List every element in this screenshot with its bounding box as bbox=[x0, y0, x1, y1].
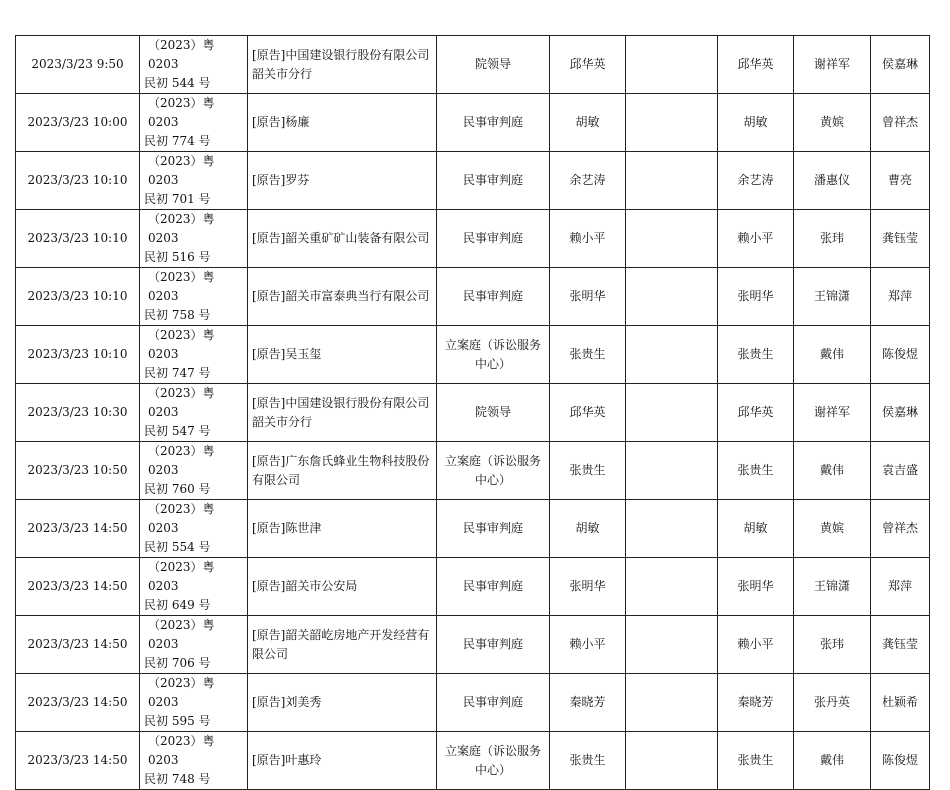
case-number-line1: （2023）粤 0203 bbox=[148, 386, 215, 419]
empty-cell bbox=[626, 674, 718, 732]
empty-cell bbox=[626, 732, 718, 790]
party-name: [原告]陈世津 bbox=[248, 500, 437, 558]
court-clerk: 袁吉盛 bbox=[871, 442, 930, 500]
party-name: [原告]杨廉 bbox=[248, 94, 437, 152]
case-number-line2: 民初 516 号 bbox=[144, 250, 211, 264]
empty-cell bbox=[626, 500, 718, 558]
case-number-line2: 民初 595 号 bbox=[144, 714, 211, 728]
court-clerk: 郑萍 bbox=[871, 268, 930, 326]
panel-member: 戴伟 bbox=[794, 732, 871, 790]
empty-cell bbox=[626, 326, 718, 384]
department: 民事审判庭 bbox=[437, 616, 550, 674]
empty-cell bbox=[626, 442, 718, 500]
court-clerk: 陈俊煜 bbox=[871, 732, 930, 790]
hearing-datetime: 2023/3/23 14:50 bbox=[16, 732, 140, 790]
table-row bbox=[16, 732, 930, 790]
court-clerk: 龚钰莹 bbox=[871, 210, 930, 268]
table-row bbox=[16, 268, 930, 326]
party-name: [原告]韶关韶屹房地产开发经营有限公司 bbox=[248, 616, 437, 674]
hearing-datetime: 2023/3/23 10:10 bbox=[16, 152, 140, 210]
undertaking-judge: 张贵生 bbox=[550, 732, 626, 790]
undertaking-judge: 赖小平 bbox=[550, 616, 626, 674]
hearing-schedule-table bbox=[15, 35, 930, 790]
department: 民事审判庭 bbox=[437, 210, 550, 268]
table-row bbox=[16, 36, 930, 94]
case-number bbox=[140, 268, 248, 326]
presiding-judge: 张贵生 bbox=[718, 326, 794, 384]
case-number-line2: 民初 748 号 bbox=[144, 772, 211, 786]
case-number-line2: 民初 544 号 bbox=[144, 76, 211, 90]
undertaking-judge: 胡敏 bbox=[550, 94, 626, 152]
panel-member: 王锦潇 bbox=[794, 268, 871, 326]
presiding-judge: 胡敏 bbox=[718, 94, 794, 152]
panel-member: 戴伟 bbox=[794, 442, 871, 500]
presiding-judge: 胡敏 bbox=[718, 500, 794, 558]
department: 立案庭（诉讼服务中心） bbox=[437, 732, 550, 790]
presiding-judge: 邱华英 bbox=[718, 36, 794, 94]
court-clerk: 陈俊煜 bbox=[871, 326, 930, 384]
case-number bbox=[140, 442, 248, 500]
panel-member: 张玮 bbox=[794, 210, 871, 268]
case-number-line1: （2023）粤 0203 bbox=[148, 618, 215, 651]
panel-member: 黄嫔 bbox=[794, 94, 871, 152]
hearing-datetime: 2023/3/23 14:50 bbox=[16, 674, 140, 732]
presiding-judge: 张明华 bbox=[718, 268, 794, 326]
undertaking-judge: 赖小平 bbox=[550, 210, 626, 268]
table-row bbox=[16, 210, 930, 268]
undertaking-judge: 张明华 bbox=[550, 558, 626, 616]
department: 民事审判庭 bbox=[437, 674, 550, 732]
case-number bbox=[140, 152, 248, 210]
empty-cell bbox=[626, 616, 718, 674]
panel-member: 潘惠仪 bbox=[794, 152, 871, 210]
presiding-judge: 余艺涛 bbox=[718, 152, 794, 210]
undertaking-judge: 邱华英 bbox=[550, 384, 626, 442]
case-number bbox=[140, 36, 248, 94]
hearing-datetime: 2023/3/23 9:50 bbox=[16, 36, 140, 94]
empty-cell bbox=[626, 94, 718, 152]
table-row bbox=[16, 94, 930, 152]
department: 院领导 bbox=[437, 384, 550, 442]
hearing-datetime: 2023/3/23 10:10 bbox=[16, 268, 140, 326]
court-clerk: 杜颖希 bbox=[871, 674, 930, 732]
panel-member: 谢祥军 bbox=[794, 36, 871, 94]
case-number bbox=[140, 384, 248, 442]
case-number-line1: （2023）粤 0203 bbox=[148, 38, 215, 71]
court-clerk: 侯嘉琳 bbox=[871, 36, 930, 94]
party-name: [原告]吴玉玺 bbox=[248, 326, 437, 384]
court-clerk: 曾祥杰 bbox=[871, 94, 930, 152]
department: 立案庭（诉讼服务中心） bbox=[437, 442, 550, 500]
panel-member: 黄嫔 bbox=[794, 500, 871, 558]
table-row bbox=[16, 152, 930, 210]
department: 院领导 bbox=[437, 36, 550, 94]
department: 民事审判庭 bbox=[437, 500, 550, 558]
case-number-line2: 民初 706 号 bbox=[144, 656, 211, 670]
table-row bbox=[16, 326, 930, 384]
panel-member: 张玮 bbox=[794, 616, 871, 674]
department: 民事审判庭 bbox=[437, 558, 550, 616]
court-clerk: 曹亮 bbox=[871, 152, 930, 210]
presiding-judge: 秦晓芳 bbox=[718, 674, 794, 732]
table-row bbox=[16, 674, 930, 732]
case-number-line2: 民初 774 号 bbox=[144, 134, 211, 148]
department: 民事审判庭 bbox=[437, 94, 550, 152]
presiding-judge: 张贵生 bbox=[718, 732, 794, 790]
case-number bbox=[140, 674, 248, 732]
hearing-datetime: 2023/3/23 10:10 bbox=[16, 326, 140, 384]
presiding-judge: 张贵生 bbox=[718, 442, 794, 500]
case-number-line1: （2023）粤 0203 bbox=[148, 328, 215, 361]
party-name: [原告]刘美秀 bbox=[248, 674, 437, 732]
case-number-line2: 民初 547 号 bbox=[144, 424, 211, 438]
panel-member: 张丹英 bbox=[794, 674, 871, 732]
empty-cell bbox=[626, 268, 718, 326]
presiding-judge: 赖小平 bbox=[718, 210, 794, 268]
court-clerk: 龚钰莹 bbox=[871, 616, 930, 674]
table-row bbox=[16, 500, 930, 558]
case-number-line2: 民初 747 号 bbox=[144, 366, 211, 380]
court-clerk: 侯嘉琳 bbox=[871, 384, 930, 442]
case-number bbox=[140, 94, 248, 152]
table-row bbox=[16, 384, 930, 442]
court-clerk: 曾祥杰 bbox=[871, 500, 930, 558]
department: 民事审判庭 bbox=[437, 152, 550, 210]
undertaking-judge: 邱华英 bbox=[550, 36, 626, 94]
party-name: [原告]中国建设银行股份有限公司韶关市分行 bbox=[248, 384, 437, 442]
party-name: [原告]韶关市公安局 bbox=[248, 558, 437, 616]
empty-cell bbox=[626, 210, 718, 268]
case-number bbox=[140, 326, 248, 384]
case-number-line1: （2023）粤 0203 bbox=[148, 734, 215, 767]
party-name: [原告]罗芬 bbox=[248, 152, 437, 210]
undertaking-judge: 余艺涛 bbox=[550, 152, 626, 210]
case-number-line1: （2023）粤 0203 bbox=[148, 270, 215, 303]
court-clerk: 郑萍 bbox=[871, 558, 930, 616]
hearing-datetime: 2023/3/23 10:50 bbox=[16, 442, 140, 500]
case-number-line2: 民初 760 号 bbox=[144, 482, 211, 496]
hearing-datetime: 2023/3/23 14:50 bbox=[16, 500, 140, 558]
table-row bbox=[16, 558, 930, 616]
undertaking-judge: 张明华 bbox=[550, 268, 626, 326]
case-number-line1: （2023）粤 0203 bbox=[148, 212, 215, 245]
case-number bbox=[140, 210, 248, 268]
undertaking-judge: 秦晓芳 bbox=[550, 674, 626, 732]
schedule-body bbox=[16, 36, 930, 790]
case-number-line1: （2023）粤 0203 bbox=[148, 676, 215, 709]
hearing-datetime: 2023/3/23 10:30 bbox=[16, 384, 140, 442]
department: 立案庭（诉讼服务中心） bbox=[437, 326, 550, 384]
presiding-judge: 邱华英 bbox=[718, 384, 794, 442]
case-number bbox=[140, 732, 248, 790]
party-name: [原告]韶关重矿矿山装备有限公司 bbox=[248, 210, 437, 268]
hearing-datetime: 2023/3/23 14:50 bbox=[16, 616, 140, 674]
panel-member: 谢祥军 bbox=[794, 384, 871, 442]
case-number bbox=[140, 558, 248, 616]
party-name: [原告]叶惠玲 bbox=[248, 732, 437, 790]
undertaking-judge: 张贵生 bbox=[550, 442, 626, 500]
panel-member: 戴伟 bbox=[794, 326, 871, 384]
case-number-line2: 民初 554 号 bbox=[144, 540, 211, 554]
case-number-line1: （2023）粤 0203 bbox=[148, 560, 215, 593]
panel-member: 王锦潇 bbox=[794, 558, 871, 616]
table-row bbox=[16, 616, 930, 674]
hearing-datetime: 2023/3/23 14:50 bbox=[16, 558, 140, 616]
case-number-line2: 民初 649 号 bbox=[144, 598, 211, 612]
party-name: [原告]广东詹氏蜂业生物科技股份有限公司 bbox=[248, 442, 437, 500]
undertaking-judge: 胡敏 bbox=[550, 500, 626, 558]
case-number-line1: （2023）粤 0203 bbox=[148, 154, 215, 187]
empty-cell bbox=[626, 558, 718, 616]
hearing-datetime: 2023/3/23 10:00 bbox=[16, 94, 140, 152]
presiding-judge: 张明华 bbox=[718, 558, 794, 616]
case-number-line1: （2023）粤 0203 bbox=[148, 96, 215, 129]
case-number bbox=[140, 616, 248, 674]
empty-cell bbox=[626, 152, 718, 210]
case-number-line1: （2023）粤 0203 bbox=[148, 444, 215, 477]
empty-cell bbox=[626, 384, 718, 442]
case-number bbox=[140, 500, 248, 558]
empty-cell bbox=[626, 36, 718, 94]
department: 民事审判庭 bbox=[437, 268, 550, 326]
presiding-judge: 赖小平 bbox=[718, 616, 794, 674]
hearing-datetime: 2023/3/23 10:10 bbox=[16, 210, 140, 268]
case-number-line2: 民初 701 号 bbox=[144, 192, 211, 206]
case-number-line2: 民初 758 号 bbox=[144, 308, 211, 322]
party-name: [原告]中国建设银行股份有限公司韶关市分行 bbox=[248, 36, 437, 94]
party-name: [原告]韶关市富泰典当行有限公司 bbox=[248, 268, 437, 326]
undertaking-judge: 张贵生 bbox=[550, 326, 626, 384]
case-number-line1: （2023）粤 0203 bbox=[148, 502, 215, 535]
table-row bbox=[16, 442, 930, 500]
